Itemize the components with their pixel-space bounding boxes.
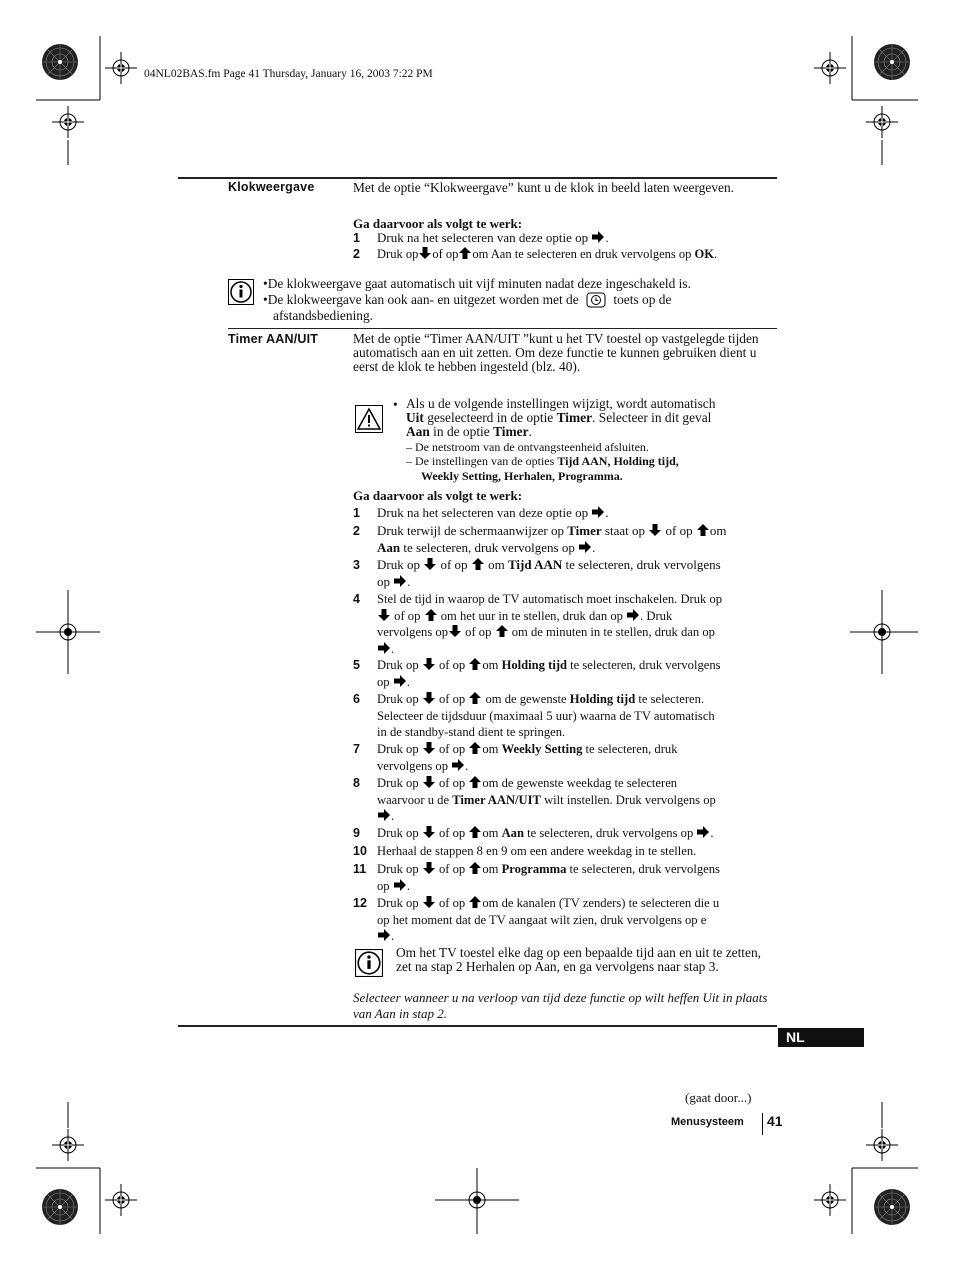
clock-button-icon — [586, 292, 606, 308]
step-number: 8 — [353, 776, 360, 790]
klok-howto: Ga daarvoor als volgt te werk: — [353, 216, 523, 231]
klok-note-2-cont: afstandsbediening. — [273, 308, 374, 323]
right-arrow-icon — [377, 641, 391, 655]
step-number: 3 — [353, 558, 360, 572]
up-arrow-icon — [468, 657, 482, 671]
top-rule — [178, 177, 777, 179]
klok-note-2: •De klokweergave kan ook aan- en uitgezet worden met de toets op de — [263, 292, 672, 307]
up-arrow-icon — [471, 557, 485, 571]
down-arrow-icon — [423, 557, 437, 571]
timer-step-11: Druk op of op om Programma te selecteren, druk vervolgens op . — [377, 862, 720, 893]
timer-step-7: Druk op of op om Weekly Setting te selecteren, druk vervolgens op . — [377, 742, 678, 773]
klok-label: Klokweergave — [228, 180, 315, 194]
right-arrow-icon — [451, 758, 465, 772]
info-icon — [355, 949, 383, 977]
warning-icon — [355, 405, 383, 433]
right-arrow-icon — [591, 230, 605, 244]
klok-note-1: •De klokweergave gaat automatisch uit vijf minuten nadat deze ingeschakeld is. — [263, 276, 691, 291]
down-arrow-icon — [422, 825, 436, 839]
bottom-rule — [178, 1025, 777, 1027]
step-number: 2 — [353, 524, 360, 538]
file-info: 04NL02BAS.fm Page 41 Thursday, January 16, 2003 7:22 PM — [144, 68, 433, 80]
timer-step-12: Druk op of op om de kanalen (TV zenders) te selecteren die u op het moment dat de TV aangaat wilt zien, druk vervolgens op e . — [377, 896, 720, 943]
right-arrow-icon — [626, 608, 640, 622]
right-arrow-icon — [377, 808, 391, 822]
info-icon — [228, 279, 254, 305]
up-arrow-icon — [495, 624, 509, 638]
right-arrow-icon — [393, 878, 407, 892]
down-arrow-icon — [422, 895, 436, 909]
up-arrow-icon — [468, 741, 482, 755]
up-arrow-icon — [424, 608, 438, 622]
klok-step-2: Druk op of op om Aan te selecteren en druk vervolgens op OK. — [377, 247, 718, 261]
up-arrow-icon — [458, 246, 472, 260]
warn-bullet: • — [393, 397, 398, 412]
right-arrow-icon — [393, 674, 407, 688]
page-number: 41 — [767, 1113, 783, 1129]
timer-label: Timer AAN/UIT — [228, 332, 319, 346]
down-arrow-icon — [422, 691, 436, 705]
timer-step-1: Druk na het selecteren van deze optie op . — [377, 505, 609, 520]
timer-step-8: Druk op of op om de gewenste weekdag te selecteren waarvoor u de Timer AAN/UIT wilt instellen. Druk vervolgens op . — [377, 776, 716, 823]
step-number: 6 — [353, 692, 360, 706]
up-arrow-icon — [696, 523, 710, 537]
timer-intro: Met de optie “Timer AAN/UIT ”kunt u het TV toestel op vastgelegde tijden automatisch aan en uit zetten. Om deze functie te kunnen gebruiken dient u eerst de klok te hebben ingesteld (blz. 40). — [353, 331, 759, 374]
down-arrow-icon — [377, 608, 391, 622]
up-arrow-icon — [468, 691, 482, 705]
step-number: 9 — [353, 826, 360, 840]
timer-step-3: Druk op of op om Tijd AAN te selecteren, druk vervolgens op . — [377, 557, 721, 589]
timer-italic-note: Selecteer wanneer u na verloop van tijd deze functie op wilt heffen Uit in plaats van Aan in stap 2. — [353, 990, 768, 1021]
timer-step-4: Stel de tijd in waarop de TV automatisch moet inschakelen. Druk op of op om het uur in te stellen, druk dan op . Druk vervolgens op of op om de minuten in te stellen, druk dan op . — [377, 592, 723, 656]
up-arrow-icon — [468, 861, 482, 875]
up-arrow-icon — [468, 775, 482, 789]
down-arrow-icon — [418, 246, 432, 260]
step-number: 11 — [353, 862, 367, 876]
down-arrow-icon — [448, 624, 462, 638]
down-arrow-icon — [648, 523, 662, 537]
step-number: 1 — [353, 506, 360, 520]
down-arrow-icon — [422, 861, 436, 875]
step-number: 12 — [353, 896, 367, 910]
step-number: 1 — [353, 231, 360, 245]
right-arrow-icon — [393, 574, 407, 588]
step-number: 2 — [353, 247, 360, 261]
timer-howto: Ga daarvoor als volgt te werk: — [353, 488, 523, 503]
step-number: 10 — [353, 844, 367, 858]
right-arrow-icon — [591, 505, 605, 519]
step-number: 5 — [353, 658, 360, 672]
klok-step-1: Druk na het selecteren van deze optie op . — [377, 230, 609, 245]
timer-step-9: Druk op of op om Aan te selecteren, druk vervolgens op . — [377, 826, 714, 840]
warning-text: Als u de volgende instellingen wijzigt, wordt automatisch Uit geselecteerd in de optie Timer. Selecteer in dit geval Aan in de optie Timer. — [406, 396, 716, 439]
down-arrow-icon — [422, 775, 436, 789]
klok-intro: Met de optie “Klokweergave” kunt u de klok in beeld laten weergeven. — [353, 180, 735, 195]
right-arrow-icon — [578, 540, 592, 554]
timer-step-5: Druk op of op om Holding tijd te selecteren, druk vervolgens op . — [377, 658, 721, 689]
timer-step-2: Druk terwijl de schermaanwijzer op Timer staat op of op om Aan te selecteren, druk vervolgens op . — [377, 523, 727, 555]
right-arrow-icon — [696, 825, 710, 839]
language-tab: NL — [778, 1028, 864, 1047]
step-number: 7 — [353, 742, 360, 756]
step-number: 4 — [353, 592, 360, 606]
continued-note: (gaat door...) — [685, 1090, 752, 1105]
warn-dash-2: – De instellingen van de opties Tijd AAN, Holding tijd, Weekly Setting, Herhalen, Programma. — [406, 454, 679, 483]
timer-info-note: Om het TV toestel elke dag op een bepaalde tijd aan en uit te zetten, zet na stap 2 Herhalen op Aan, en ga vervolgens naar stap 3. — [396, 945, 762, 974]
warn-dash-1: – De netstroom van de ontvangsteenheid afsluiten. — [406, 440, 649, 454]
up-arrow-icon — [468, 895, 482, 909]
right-arrow-icon — [377, 928, 391, 942]
section-name: Menusysteem — [671, 1116, 744, 1128]
timer-step-10: Herhaal de stappen 8 en 9 om een andere weekdag in te stellen. — [377, 844, 697, 858]
footer-divider — [762, 1113, 763, 1135]
down-arrow-icon — [422, 657, 436, 671]
up-arrow-icon — [468, 825, 482, 839]
down-arrow-icon — [422, 741, 436, 755]
timer-step-6: Druk op of op om de gewenste Holding tijd te selecteren. Selecteer de tijdsduur (maximaal 5 uur) waarna de TV automatisch in de standby-stand dient te springen. — [377, 692, 715, 739]
section-divider — [228, 328, 777, 329]
